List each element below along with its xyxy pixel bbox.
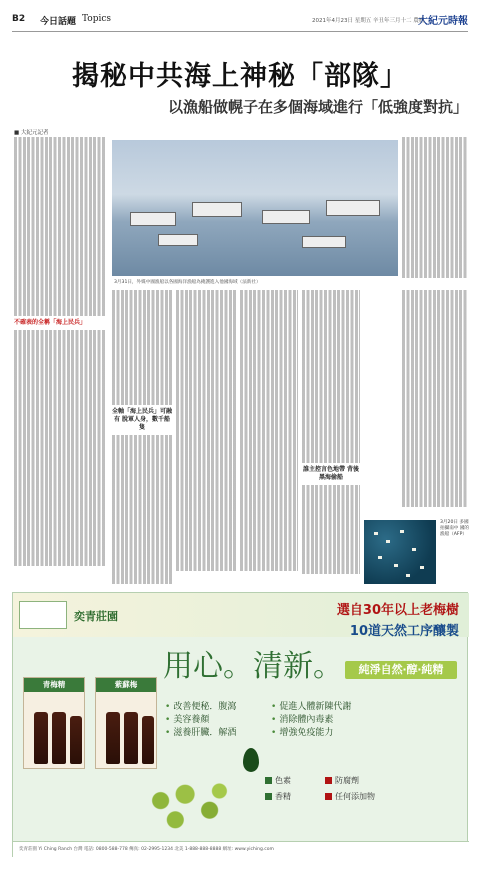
column-text: [14, 330, 106, 566]
slogan-line-2: 10道天然工序釀製: [349, 624, 459, 639]
sea-photo-caption: 3月20日 多國拍攝南中 國的漁船（AFP）: [440, 520, 470, 537]
drop-icon: [243, 748, 259, 772]
header-rule: [12, 31, 468, 32]
benefit-item: • 滋養肝臟．解酒: [165, 727, 236, 740]
subhead-2: 全軸「海上民兵」可融有 脫軍人身，數千船隻: [112, 408, 172, 432]
page-header: [12, 14, 468, 28]
ad-tagline-bar: 純淨自然‧醇‧純精: [345, 661, 457, 679]
benefit-item: • 消除體內毒素: [271, 714, 351, 727]
page-number: B2: [12, 14, 26, 24]
article-column-4: [240, 290, 298, 584]
benefit-item: • 美容養顏: [165, 714, 236, 727]
sea-fleet-photo: [364, 520, 436, 584]
subhead-1: 不確表的全稱「海上民兵」: [14, 318, 87, 326]
ad-banner: [13, 593, 469, 637]
article-column-3: [176, 290, 236, 584]
article-column-5: [302, 290, 360, 584]
feature-item: 防腐劑: [335, 776, 359, 785]
product-card-2: [95, 677, 157, 769]
product-2-title: 紫蘇梅: [96, 678, 156, 692]
feature-item: 香精: [275, 792, 291, 801]
article-column-6: [402, 290, 468, 516]
article-column-2: [112, 290, 172, 584]
advertisement: [12, 592, 468, 857]
benefit-list-left: [165, 701, 236, 740]
byline: ■ 大紀元記者: [14, 130, 49, 136]
slogan-line-1: 選自30年以上老梅樹: [336, 603, 459, 618]
benefit-list-right: [271, 701, 351, 740]
article-column-1: [14, 137, 106, 585]
headline: 揭秘中共海上神秘「部隊」: [72, 61, 408, 92]
no-additives-list: [265, 775, 465, 835]
article-column-right-top: [402, 137, 468, 282]
product-card-1: [23, 677, 85, 769]
issue-date: 2021年4月23日 星期五 辛丑年三月十二 農曆: [312, 18, 425, 24]
benefit-item: • 改善便秘．腹瀉: [165, 701, 236, 714]
photo-caption: 3月31日，外媒中國漁船以各國海洋漁船為掩護進入他國海域（法新社）: [114, 280, 261, 285]
subhead-3: 誰主控言色地帶 背後黑海偷船: [302, 465, 360, 481]
subheadline: 以漁船做幌子在多個海域進行「低強度對抗」: [167, 98, 468, 116]
ad-big-slogan: 用心。清新。: [163, 649, 343, 684]
ad-contact-footer: 奕青莊園 Yi Ching Ranch 台灣 電話: 0800-588-778 傳真: 02-2995-1234 北美 1-888-888-8888 網址: www.yiching.com: [13, 841, 469, 857]
product-1-title: 青梅精: [24, 678, 84, 692]
benefit-item: • 增強免疫能力: [271, 727, 351, 740]
fishing-fleet-photo: [112, 140, 398, 276]
newspaper-brand: 大紀元時報: [418, 16, 468, 27]
feature-item: 任何添加物: [335, 792, 375, 801]
section-name: 今日話題: [40, 17, 77, 27]
column-text: [14, 137, 106, 316]
ad-slogan: [337, 599, 459, 639]
feature-item: 色素: [275, 776, 291, 785]
benefit-item: • 促進人體新陳代謝: [271, 701, 351, 714]
brand-name: 奕青莊園: [74, 610, 118, 623]
brand-logo: [19, 601, 118, 629]
green-plums-image: [141, 775, 239, 839]
section-topic: Topics: [82, 14, 112, 24]
